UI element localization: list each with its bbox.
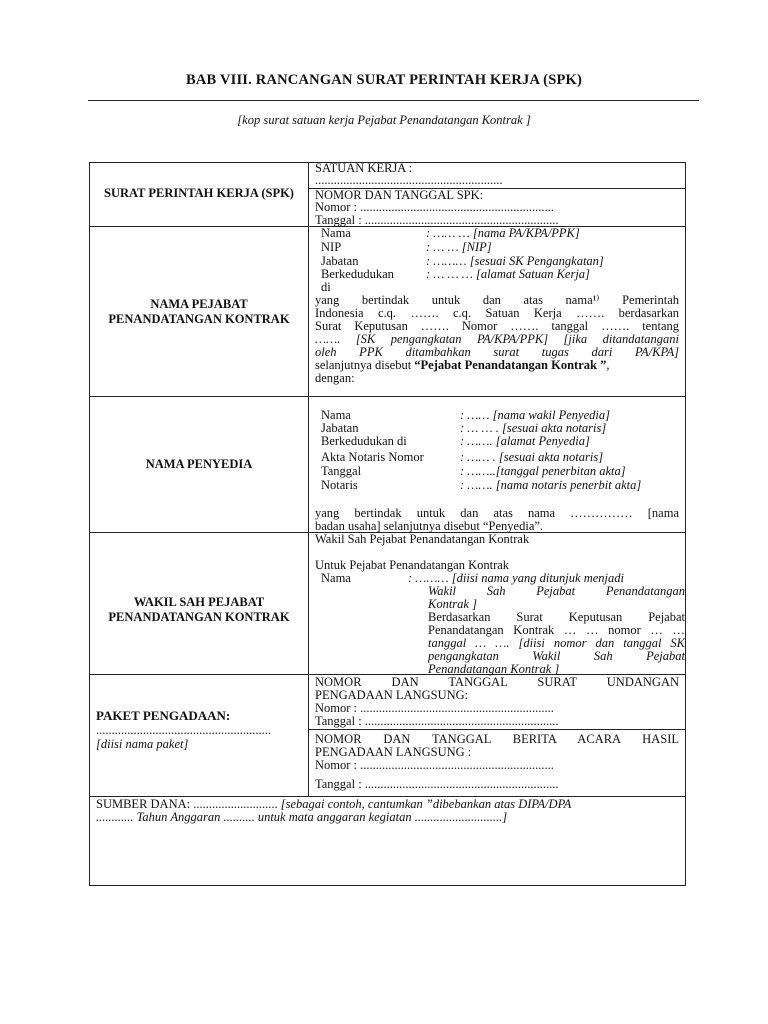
penyedia-text-1: yang bertindak untuk dan atas nama …………… [nama xyxy=(315,506,679,520)
spk-label: SURAT PERINTAH KERJA (SPK) xyxy=(104,186,294,200)
undangan-nomor: Nomor : .............................................................. xyxy=(315,701,554,715)
ba-tanggal: Tanggal : .............................................................. xyxy=(315,777,559,791)
pejabat-text-6: selanjutnya disebut “Pejabat Penandatangan Kontrak ”, xyxy=(315,358,610,372)
wakil-text-1: Wakil Sah Pejabat Penandatangan xyxy=(428,584,685,598)
wakil-nama-value: : ……… [diisi nama yang ditunjuk menjadi xyxy=(408,571,624,585)
wakil-nama-key: Nama xyxy=(321,571,351,585)
wakil-text-6: pengangkatan Wakil Sah Pejabat xyxy=(428,649,685,663)
pejabat-text-3: Surat Keputusan ……. Nomor ……. tanggal ……. tentang xyxy=(315,319,679,333)
pejabat-di: di xyxy=(321,280,331,294)
penyedia-notaris-key: Notaris xyxy=(321,478,358,492)
wakil-text-2: Kontrak ] xyxy=(428,597,477,611)
penyedia-nama-key: Nama xyxy=(321,408,351,422)
penyedia-tanggal-key: Tanggal xyxy=(321,464,362,478)
pejabat-text-4: ……. [SK pengangkatan PA/KPA/PPK] [jika ditandatangani xyxy=(315,332,679,346)
wakil-text-5: tanggal … …. [diisi nomor dan tanggal SK xyxy=(428,636,685,650)
penyedia-jabatan-key: Jabatan xyxy=(321,421,359,435)
spk-nomor-field: Nomor : .............................................................. xyxy=(315,200,554,214)
pejabat-label-line1: NAMA PEJABAT xyxy=(150,297,248,311)
pejabat-jabatan-key: Jabatan xyxy=(321,254,359,268)
pejabat-label-line2: PENANDATANGAN KONTRAK xyxy=(108,312,290,326)
wakil-label-line1: WAKIL SAH PEJABAT xyxy=(133,595,265,609)
penyedia-label: NAMA PENYEDIA xyxy=(145,457,253,471)
wakil-title: Wakil Sah Pejabat Penandatangan Kontrak xyxy=(315,532,530,546)
wakil-label xyxy=(90,595,308,625)
sumber-dana-line1: SUMBER DANA: ........................... [sebagai contoh, cantumkan ”dibebankan atas DIPA/DPA xyxy=(96,797,572,811)
pejabat-nama-value: : …… … [nama PA/KPA/PPK] xyxy=(426,226,580,240)
penyedia-tanggal-value: : ……..[tanggal penerbitan akta] xyxy=(460,464,626,478)
paket-dots: ........................................................ xyxy=(96,723,271,737)
undangan-title-1: NOMOR DAN TANGGAL SURAT UNDANGAN xyxy=(315,675,679,689)
satuan-kerja-field: ............................................................ xyxy=(315,173,503,187)
sumber-dana-line2: ............ Tahun Anggaran .......... untuk mata anggaran kegiatan ............................] xyxy=(96,810,508,824)
pejabat-label xyxy=(90,297,308,327)
pejabat-nama-key: Nama xyxy=(321,226,351,240)
satuan-kerja-label: SATUAN KERJA : xyxy=(315,161,413,175)
penyedia-nama-value: : …… [nama wakil Penyedia] xyxy=(460,408,610,422)
nomor-tanggal-spk-label: NOMOR DAN TANGGAL SPK: xyxy=(315,188,484,202)
wakil-untuk: Untuk Pejabat Penandatangan Kontrak xyxy=(315,558,510,572)
wakil-label-line2: PENANDATANGAN KONTRAK xyxy=(108,610,290,624)
undangan-tanggal: Tanggal : .............................................................. xyxy=(315,714,559,728)
pejabat-berkedudukan-value: : … … … [alamat Satuan Kerja] xyxy=(426,267,590,281)
wakil-text-3: Berdasarkan Surat Keputusan Pejabat xyxy=(428,610,685,624)
pejabat-text-5: oleh PPK ditambahkan surat tugas dari PA/KPA] xyxy=(315,345,679,359)
penyedia-berkedudukan-value: : ……. [alamat Penyedia] xyxy=(460,434,590,448)
undangan-title-2: PENGADAAN LANGSUNG: xyxy=(315,688,469,702)
ba-title-1: NOMOR DAN TANGGAL BERITA ACARA HASIL xyxy=(315,732,679,746)
kop-placeholder: [kop surat satuan kerja Pejabat Penandatangan Kontrak ] xyxy=(237,113,531,127)
pejabat-berkedudukan-key: Berkedudukan xyxy=(321,267,394,281)
ba-nomor: Nomor : .............................................................. xyxy=(315,758,554,772)
wakil-text-4: Penandatangan Kontrak … … nomor … … xyxy=(428,623,685,637)
page-title: BAB VIII. RANCANGAN SURAT PERINTAH KERJA (SPK) xyxy=(185,72,583,88)
pejabat-text-1: yang bertindak untuk dan atas nama¹⁾ Pemerintah xyxy=(315,293,679,307)
penyedia-jabatan-value: : … … . [sesuai akta notaris] xyxy=(460,421,607,435)
pejabat-nip-key: NIP xyxy=(321,240,342,254)
spk-tanggal-field: Tanggal : .............................................................. xyxy=(315,213,559,227)
penyedia-notaris-value: : ……. [nama notaris penerbit akta] xyxy=(460,478,642,492)
paket-label: PAKET PENGADAAN: xyxy=(96,708,231,723)
penyedia-berkedudukan-key: Berkedudukan di xyxy=(321,434,407,448)
title-divider xyxy=(88,100,699,101)
pejabat-text-7: dengan: xyxy=(315,371,355,385)
wakil-text-7: Penandatangan Kontrak ] xyxy=(428,662,560,676)
penyedia-akta-value: : …… . [sesuai akta notaris] xyxy=(460,450,604,464)
ba-title-2: PENGADAAN LANGSUNG : xyxy=(315,745,472,759)
pejabat-nip-value: : … … [NIP] xyxy=(426,240,492,254)
paket-isi: [diisi nama paket] xyxy=(96,737,189,751)
penyedia-text-2: badan usaha] selanjutnya disebut “Penyedia”. xyxy=(315,519,544,533)
pejabat-text-2: Indonesia c.q. ……. c.q. Satuan Kerja ……. berdasarkan xyxy=(315,306,679,320)
pejabat-jabatan-value: : ……… [sesuai SK Pengangkatan] xyxy=(426,254,604,268)
penyedia-akta-key: Akta Notaris Nomor xyxy=(321,450,424,464)
